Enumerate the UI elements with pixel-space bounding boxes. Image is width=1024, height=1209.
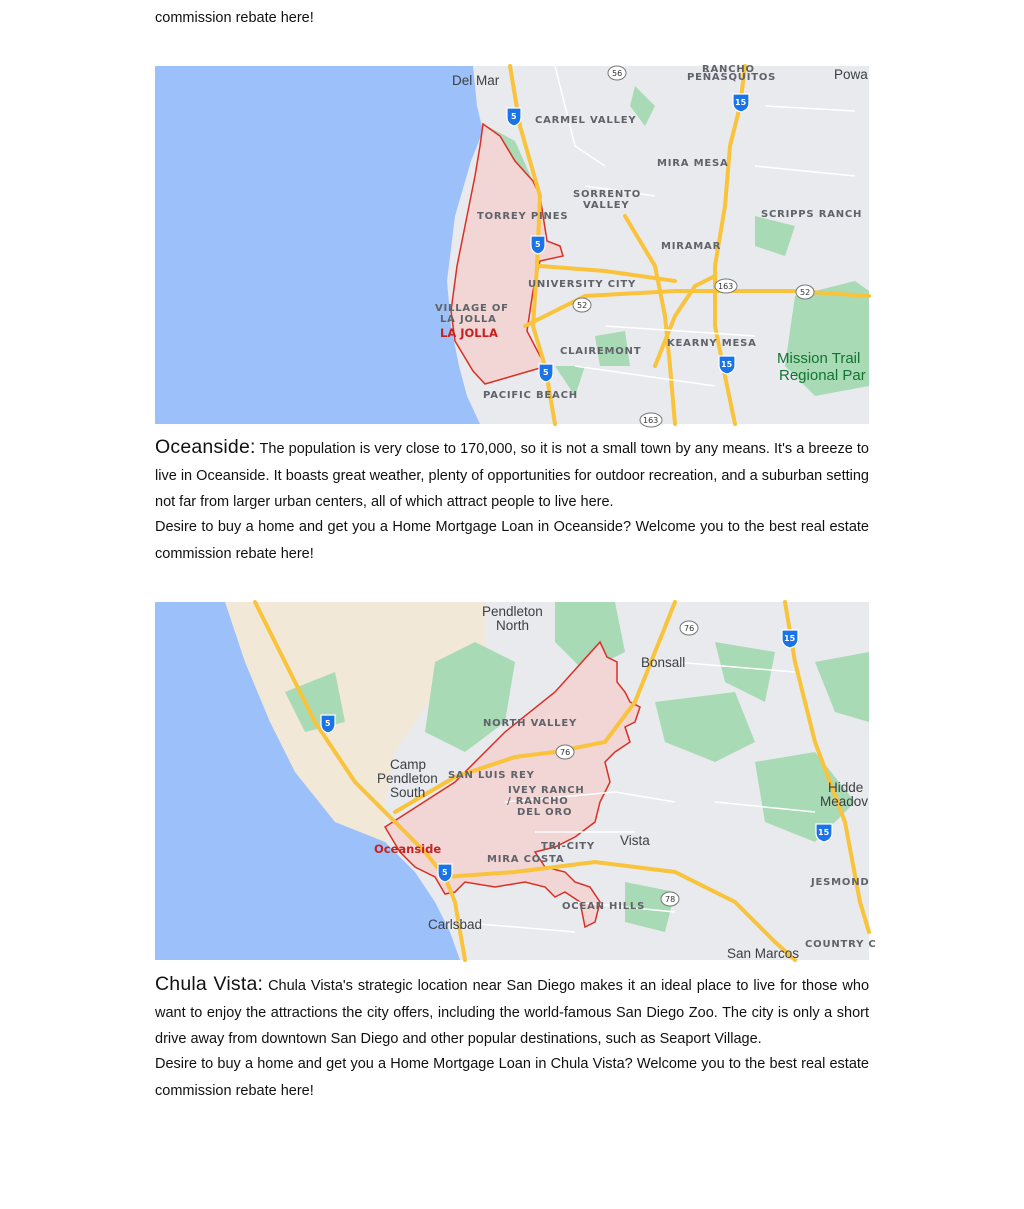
- previous-paragraph-fragment: commission rebate here!: [155, 10, 314, 26]
- interstate-5-shield-b: [531, 236, 545, 254]
- svg-text:76: 76: [684, 624, 695, 633]
- map-label-meadows: Meadov: [820, 794, 869, 809]
- map-label-del-mar: Del Mar: [452, 73, 500, 88]
- map-label-regional-park: Regional Par: [779, 367, 866, 384]
- map-label-country-club: COUNTRY C: [805, 939, 877, 950]
- interstate-15-shield-a: [733, 94, 749, 112]
- svg-text:5: 5: [511, 112, 517, 121]
- map-label-north: North: [496, 618, 530, 633]
- oceanside-map: [155, 602, 877, 961]
- map-label-la-jolla-city: LA JOLLA: [440, 326, 498, 340]
- interstate-15-shield-north: [782, 630, 798, 648]
- oceanside-cta: Desire to buy a home and get you a Home Mortgage Loan in Oceanside? Welcome you to the best real estate commission rebate here!: [155, 519, 869, 562]
- chula-vista-paragraph: [155, 971, 869, 1053]
- interstate-15-shield-b: [719, 356, 735, 374]
- map-label-torrey-pines: TORREY PINES: [477, 211, 569, 222]
- map-label-del-oro: DEL ORO: [517, 807, 573, 818]
- map-label-mira-costa: MIRA COSTA: [487, 854, 565, 865]
- route-76-shield-south: [556, 745, 574, 759]
- map-label-pacific-beach: PACIFIC BEACH: [483, 390, 578, 401]
- route-76-shield-north: [680, 621, 698, 635]
- svg-text:163: 163: [718, 282, 734, 291]
- map-label-clairemont: CLAIREMONT: [560, 346, 642, 357]
- chula-vista-body: Chula Vista's strategic location near San Diego makes it an ideal place to live for those who want to enjoy the attractions the city offers, including the world-famous San Diego Zoo. The city is only a short drive away from downtown San Diego and other popular destinations, such as Seaport Village.: [155, 978, 870, 1047]
- map-label-mission-trail: Mission Trail: [777, 350, 861, 367]
- map-label-san-marcos: San Marcos: [727, 946, 800, 961]
- map-label-hidden: Hidde: [828, 780, 864, 795]
- map-label-penasquitos: PEÑASQUITOS: [687, 72, 777, 83]
- map-label-tri-city: TRI-CITY: [541, 841, 595, 852]
- map-label-vista: Vista: [620, 833, 650, 848]
- map-label-valley: VALLEY: [583, 200, 630, 211]
- interstate-5-shield-north: [321, 715, 335, 733]
- route-52-shield-b: [796, 285, 814, 299]
- map-label-poway: Powa: [834, 67, 868, 82]
- la-jolla-map-graphic: [155, 66, 869, 424]
- map-label-ocean-hills: OCEAN HILLS: [562, 901, 646, 912]
- map-label-rancho: / RANCHO: [507, 796, 569, 807]
- map-label-oceanside-city: Oceanside: [374, 842, 442, 856]
- la-jolla-map: [155, 66, 869, 424]
- interstate-5-shield-c: [539, 364, 553, 382]
- svg-text:52: 52: [800, 288, 811, 297]
- svg-text:15: 15: [735, 98, 747, 107]
- svg-text:5: 5: [325, 719, 331, 728]
- svg-text:78: 78: [665, 895, 676, 904]
- chula-vista-cta: Desire to buy a home and get you a Home Mortgage Loan in Chula Vista? Welcome you to the best real estate commission rebate here!: [155, 1056, 869, 1099]
- svg-text:76: 76: [560, 748, 571, 757]
- map-label-miramar: MIRAMAR: [661, 241, 722, 252]
- route-163-shield-a: [715, 279, 737, 293]
- interstate-5-shield-south: [438, 864, 452, 882]
- svg-text:163: 163: [643, 416, 659, 425]
- svg-text:15: 15: [721, 360, 733, 369]
- oceanside-paragraph: [155, 434, 869, 516]
- map-label-university-city: UNIVERSITY CITY: [528, 279, 637, 290]
- svg-text:5: 5: [442, 868, 448, 877]
- svg-text:56: 56: [612, 69, 623, 78]
- map-label-scripps-ranch: SCRIPPS RANCH: [761, 209, 863, 220]
- map-label-pendleton: Pendleton: [482, 604, 543, 619]
- route-78-shield: [661, 892, 679, 906]
- map-label-north-valley: NORTH VALLEY: [483, 718, 578, 729]
- svg-text:15: 15: [784, 634, 796, 643]
- oceanside-body: The population is very close to 170,000, so it is not a small town by any means. It's a breeze to live in Oceanside. It boasts great weather, plenty of opportunities for outdoor recreation, and a suburban setting not far from larger urban centers, all of which attract people to live here.: [155, 441, 869, 510]
- oceanside-heading: Oceanside:: [155, 436, 256, 458]
- map-label-mira-mesa: MIRA MESA: [657, 158, 729, 169]
- route-52-shield-a: [573, 298, 591, 312]
- map-label-sorrento: SORRENTO: [573, 189, 642, 200]
- route-56-shield: [608, 66, 626, 80]
- interstate-15-shield-south: [816, 824, 832, 842]
- map-label-carmel-valley: CARMEL VALLEY: [535, 115, 637, 126]
- svg-text:5: 5: [543, 368, 549, 377]
- map-label-bonsall: Bonsall: [641, 655, 686, 670]
- map-label-south: South: [390, 785, 426, 800]
- map-label-san-luis-rey: SAN LUIS REY: [448, 770, 535, 781]
- interstate-5-shield-a: [507, 108, 521, 126]
- map-label-carlsbad: Carlsbad: [428, 917, 483, 932]
- oceanside-map-graphic: [155, 602, 877, 961]
- svg-text:15: 15: [818, 828, 830, 837]
- route-163-shield-b: [640, 413, 662, 427]
- map-label-kearny-mesa: KEARNY MESA: [667, 338, 757, 349]
- map-label-village-of: VILLAGE OF: [435, 303, 509, 314]
- svg-text:52: 52: [577, 301, 588, 310]
- map-label-camp: Camp: [390, 757, 427, 772]
- map-label-ivey-ranch: IVEY RANCH: [508, 785, 585, 796]
- map-label-pendleton-south-1: Pendleton: [377, 771, 438, 786]
- map-label-rancho: RANCHO: [702, 64, 755, 75]
- map-label-jesmond: JESMOND: [811, 877, 870, 888]
- map-label-la-jolla-small: LA JOLLA: [440, 314, 497, 325]
- svg-text:5: 5: [535, 240, 541, 249]
- chula-vista-heading: Chula Vista:: [155, 973, 264, 995]
